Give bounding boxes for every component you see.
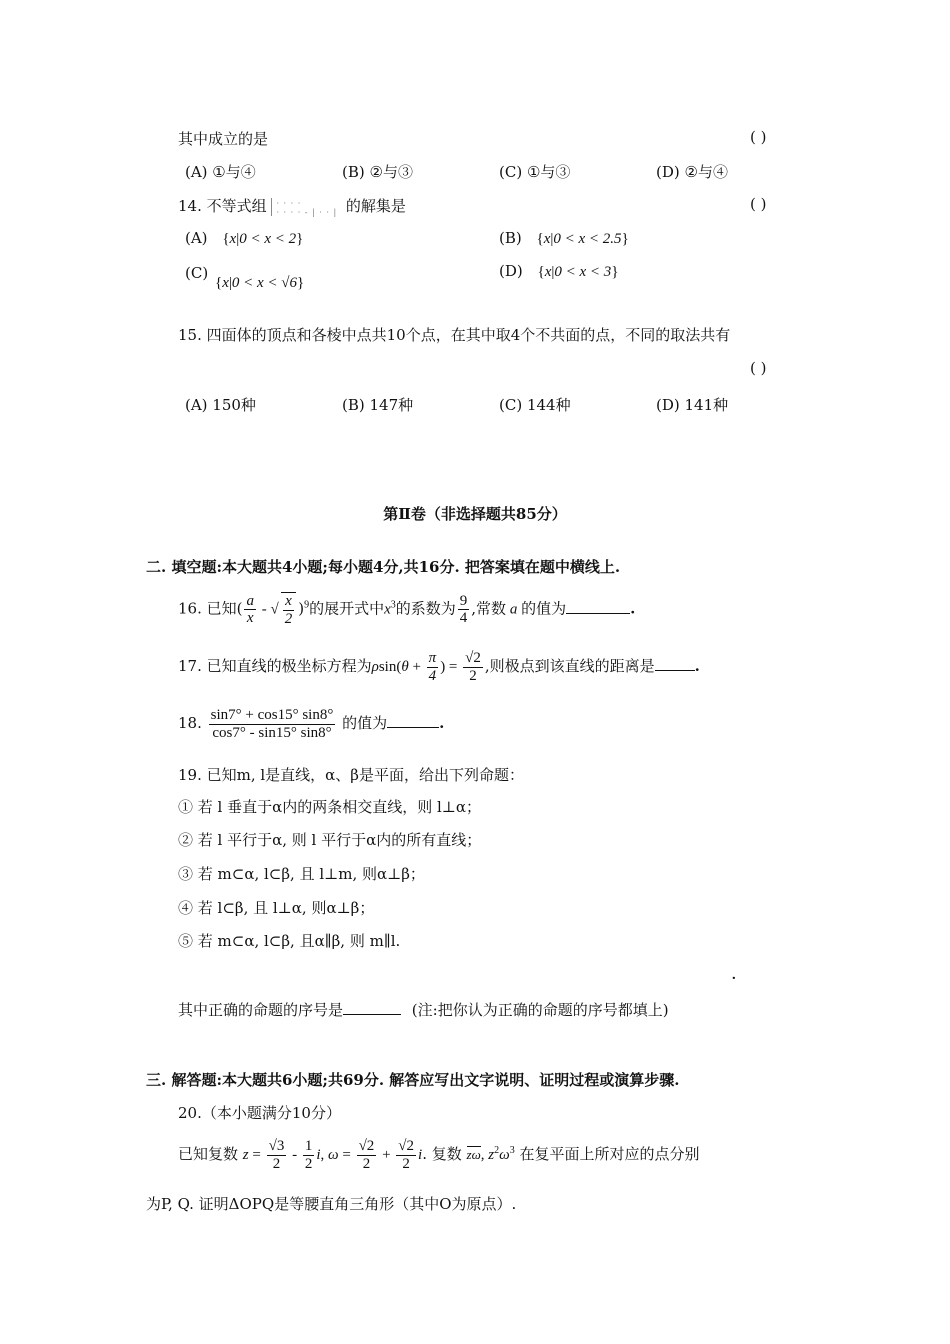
q14-answer-bracket: ( ) <box>750 195 767 213</box>
q14-option-a: (A) {x|0 < x < 2} <box>185 229 304 247</box>
q20-frac-1-over-2: $\frac{1}{2}$ <box>304 1138 313 1172</box>
q14-inequality-system-image: · · · · · · · · - | · · | <box>271 198 341 216</box>
q14-option-b: (B) {x|0 < x < 2.5} <box>499 229 629 247</box>
q14-suffix: 的解集是 <box>345 197 406 215</box>
q19-item-1: ① 若 l 垂直于α内的两条相交直线，则 l⊥α； <box>178 798 482 816</box>
q15-answer-bracket: ( ) <box>750 359 767 377</box>
q17-frac-sqrt2-over-2: $\frac{√2}{2}$ <box>465 650 481 684</box>
q20-line1: 已知复数 z = $\frac{√3}{2}$ - $\frac{1}{2}$ i, ω = $\frac{√2}{2}$ + $\frac{√2}{2}$ i. 复数 zω, $z^2\omega^3$ 在复平面上所对应的点分别 <box>178 1138 700 1172</box>
part-3-heading: 三. 解答题:本大题共6小题;共69分. 解答应写出文字说明、证明过程或演算步骤. <box>146 1071 680 1089</box>
q19-intro: 19. 已知m, l是直线，α、β是平面，给出下列命题： <box>178 766 524 784</box>
q14-option-d: (D) {x|0 < x < 3} <box>499 262 619 280</box>
q13-answer-bracket: ( ) <box>750 128 767 146</box>
q16-answer-blank <box>566 599 630 614</box>
q14-stem <box>178 195 406 216</box>
part-2-heading: 二. 填空题:本大题共4小题;每小题4分,共16分. 把答案填在题中横线上. <box>146 558 621 576</box>
q20-line2: 为P, Q. 证明ΔOPQ是等腰直角三角形（其中O为原点）. <box>146 1195 517 1213</box>
q19-item-2: ② 若 l 平行于α, 则 l 平行于α内的所有直线； <box>178 831 482 849</box>
q14-option-c-set-wrap: {x|0 < x < √6} <box>215 275 305 291</box>
q13-option-a: (A) ①与④ <box>185 163 256 181</box>
q19-item-5: ⑤ 若 m⊂α, l⊂β, 且α∥β, 则 m∥l. <box>178 932 401 950</box>
q14-option-c-set: 0 < x < √6 <box>231 275 298 291</box>
q13-option-c: (C) ①与③ <box>499 163 571 181</box>
q16-frac-9-over-4: $\frac{9}{4}$ <box>459 592 468 626</box>
q17-frac-pi-over-4: $\frac{\pi}{4}$ <box>428 650 437 684</box>
q19-answer-line: 其中正确的命题的序号是 (注:把你认为正确的命题的序号都填上) <box>178 1001 669 1019</box>
q17: 17. 已知直线的极坐标方程为ρsin(θ + $\frac{\pi}{4}$ ) = $\frac{√2}{2}$ ,则极点到该直线的距离是 . <box>178 650 700 684</box>
q13-option-b: (B) ②与③ <box>342 163 413 181</box>
q18: 18. $\frac{\sin 7^\circ + \cos 15^\circ \sin 8^\circ}{\cos 7^\circ - \sin 15^\circ \sin 8^\circ}$ 的值为 . <box>178 707 445 741</box>
q15-option-d: (D) 141种 <box>656 396 729 414</box>
q14-option-b-set: 0 < x < 2.5 <box>553 231 622 247</box>
q19-note: (注:把你认为正确的命题的序号都填上) <box>411 1001 669 1019</box>
q20-frac-sqrt2-over-2-a: $\frac{√2}{2}$ <box>358 1138 375 1172</box>
q16: 16. 已知( $\frac{a}{x}$ - √ $\frac{x}{2}$ )$^9$的展开式中$x^3$的系数为 $\frac{9}{4}$ ,常数 a 的值为 . <box>178 592 636 627</box>
section-2-title: 第Ⅱ卷（非选择题共85分） <box>383 505 567 523</box>
q13-option-d: (D) ②与④ <box>656 163 728 181</box>
q14-option-c: (C) <box>185 264 209 282</box>
q14-prefix: 不等式组 <box>206 197 267 215</box>
q14-number: 14. <box>178 197 202 215</box>
q15-stem: 15. 四面体的顶点和各棱中点共10个点，在其中取4个不共面的点，不同的取法共有 <box>178 326 731 344</box>
q15-option-b: (B) 147种 <box>342 396 414 414</box>
q19-item-4: ④ 若 l⊂β, 且 l⊥α, 则α⊥β； <box>178 899 375 917</box>
q16-frac-a-over-x: $\frac{a}{x}$ <box>246 592 254 626</box>
q14-option-a-set: 0 < x < 2 <box>239 231 297 247</box>
q15-option-c: (C) 144种 <box>499 396 571 414</box>
q16-sqrt-x-over-2: $\frac{x}{2}$ <box>281 592 297 627</box>
q18-answer-blank <box>387 713 439 728</box>
q15-option-a: (A) 150种 <box>185 396 256 414</box>
q19-item-3: ③ 若 m⊂α, l⊂β, 且 l⊥m, 则α⊥β； <box>178 865 425 883</box>
stray-dot: · <box>731 968 737 989</box>
q20-header: 20.（本小题满分10分） <box>178 1104 341 1122</box>
q18-fraction: $\frac{\sin 7^\circ + \cos 15^\circ \sin 8^\circ}{\cos 7^\circ - \sin 15^\circ \sin 8^\circ}$ <box>210 707 334 741</box>
q13-stem: 其中成立的是 <box>178 130 269 148</box>
q19-answer-blank <box>343 1000 401 1015</box>
q14-option-d-set: 0 < x < 3 <box>554 264 612 280</box>
q20-frac-sqrt3-over-2: $\frac{√3}{2}$ <box>268 1138 285 1172</box>
q20-frac-sqrt2-over-2-b: $\frac{√2}{2}$ <box>398 1138 415 1172</box>
q17-answer-blank <box>655 656 695 671</box>
